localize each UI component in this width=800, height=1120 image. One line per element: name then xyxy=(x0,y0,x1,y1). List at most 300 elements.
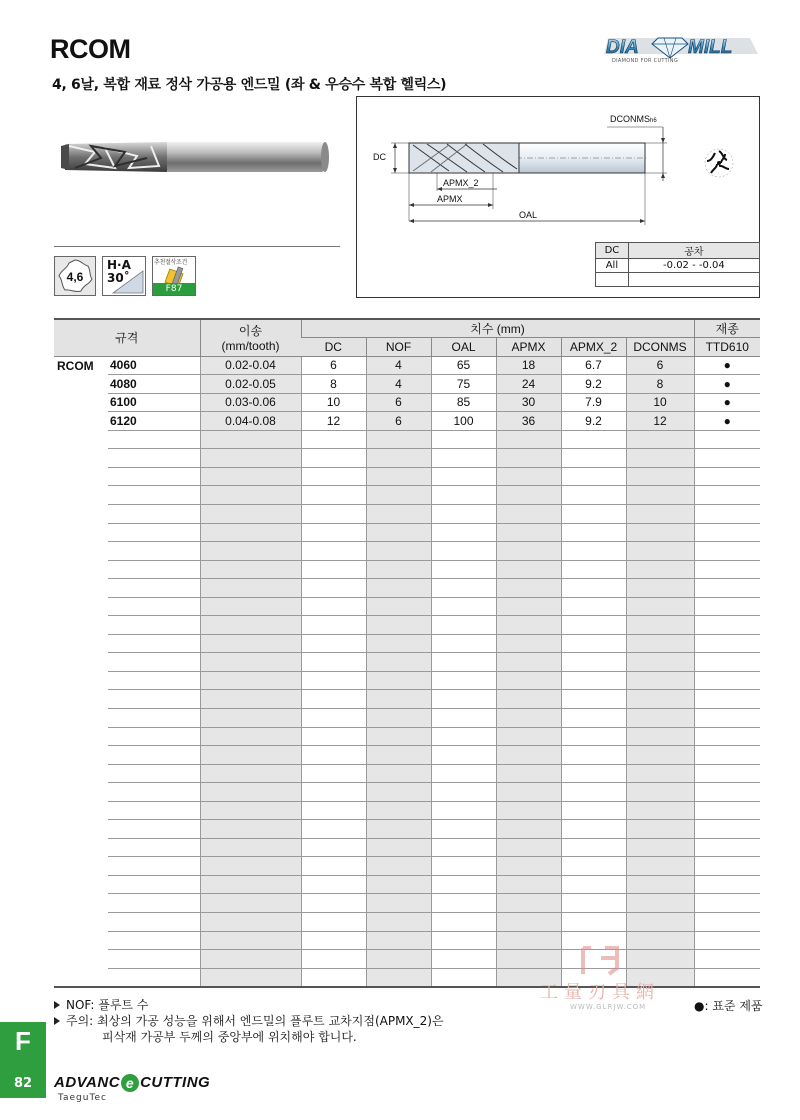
empty-row xyxy=(54,449,760,468)
code-cell xyxy=(108,449,200,468)
apmx-cell xyxy=(496,857,561,876)
stock-cell xyxy=(694,653,760,672)
watermark-text: 工量刃具網 xyxy=(540,982,660,1003)
dc-cell xyxy=(301,671,366,690)
feed-cell xyxy=(200,449,301,468)
table-row xyxy=(54,393,760,412)
recommended-conditions-code: F87 xyxy=(153,283,195,295)
series-cell xyxy=(54,950,108,969)
empty-row xyxy=(54,430,760,449)
header-dimensions: 치수 (mm) xyxy=(301,319,694,338)
code-cell xyxy=(108,708,200,727)
code-cell xyxy=(108,597,200,616)
nof-cell: 6 xyxy=(366,393,431,412)
stock-cell xyxy=(694,579,760,598)
apmx2-cell xyxy=(561,634,626,653)
nof-cell xyxy=(366,727,431,746)
watermark-url: WWW.GLRJW.COM xyxy=(570,1003,647,1011)
apmx-cell xyxy=(496,894,561,913)
nof-cell xyxy=(366,542,431,561)
feed-cell xyxy=(200,708,301,727)
oal-label: OAL xyxy=(519,210,538,220)
code-cell xyxy=(108,838,200,857)
nof-cell xyxy=(366,504,431,523)
series-cell xyxy=(54,820,108,839)
svg-text:DIA: DIA xyxy=(606,37,639,58)
stock-cell: ● xyxy=(694,356,760,375)
code-cell xyxy=(108,579,200,598)
apmx2-cell xyxy=(561,467,626,486)
stock-cell: ● xyxy=(694,375,760,394)
feed-cell xyxy=(200,746,301,765)
helix-angle-icon xyxy=(102,256,146,296)
end-mill-photo xyxy=(55,128,330,188)
nof-cell xyxy=(366,783,431,802)
cross-section-icon xyxy=(55,257,95,295)
nof-cell xyxy=(366,950,431,969)
feed-cell xyxy=(200,597,301,616)
apmx-cell xyxy=(496,616,561,635)
dc-cell xyxy=(301,708,366,727)
note-caution-continued: 피삭재 가공부 두께의 중앙부에 위치해야 합니다. xyxy=(102,1030,357,1044)
stock-cell xyxy=(694,838,760,857)
apmx2-cell xyxy=(561,653,626,672)
apmx2-cell xyxy=(561,783,626,802)
feed-cell xyxy=(200,913,301,932)
empty-row xyxy=(54,653,760,672)
dc-cell: 8 xyxy=(301,375,366,394)
icon-strip-divider xyxy=(54,246,340,247)
feed-cell xyxy=(200,690,301,709)
series-cell xyxy=(54,616,108,635)
series-cell xyxy=(54,412,108,431)
dc-cell xyxy=(301,875,366,894)
oal-cell: 85 xyxy=(431,393,496,412)
apmx-cell xyxy=(496,467,561,486)
dconms-cell xyxy=(626,913,694,932)
apmx2-cell xyxy=(561,560,626,579)
dc-cell xyxy=(301,597,366,616)
stock-cell xyxy=(694,764,760,783)
stock-cell xyxy=(694,801,760,820)
stock-cell xyxy=(694,690,760,709)
section-tab xyxy=(0,1022,46,1098)
feed-cell xyxy=(200,783,301,802)
empty-row xyxy=(54,560,760,579)
apmx-cell xyxy=(496,838,561,857)
nof-cell xyxy=(366,801,431,820)
note-caution xyxy=(54,1013,444,1029)
oal-cell xyxy=(431,708,496,727)
code-cell xyxy=(108,727,200,746)
empty-row xyxy=(54,764,760,783)
apmx-cell xyxy=(496,875,561,894)
stock-cell xyxy=(694,634,760,653)
series-cell xyxy=(54,875,108,894)
apmx2-cell xyxy=(561,671,626,690)
code-cell xyxy=(108,634,200,653)
code-cell: 6120 xyxy=(108,412,200,431)
header-dc: DC xyxy=(301,338,366,357)
feed-cell xyxy=(200,968,301,987)
nof-cell xyxy=(366,875,431,894)
oal-cell: 100 xyxy=(431,412,496,431)
empty-row xyxy=(54,504,760,523)
nof-cell xyxy=(366,968,431,987)
apmx2-cell xyxy=(561,857,626,876)
stock-cell xyxy=(694,820,760,839)
series-cell xyxy=(54,894,108,913)
oal-cell xyxy=(431,950,496,969)
stock-cell xyxy=(694,968,760,987)
nof-cell xyxy=(366,838,431,857)
feed-cell xyxy=(200,486,301,505)
dc-cell xyxy=(301,486,366,505)
header-feed-label: 이송 xyxy=(238,324,263,339)
dc-cell xyxy=(301,857,366,876)
code-cell xyxy=(108,523,200,542)
stock-cell xyxy=(694,913,760,932)
code-cell xyxy=(108,430,200,449)
oal-cell xyxy=(431,727,496,746)
apmx-cell xyxy=(496,653,561,672)
feed-cell xyxy=(200,727,301,746)
feed-cell xyxy=(200,838,301,857)
stock-cell xyxy=(694,931,760,950)
stock-cell xyxy=(694,950,760,969)
apmx2-label: APMX_2 xyxy=(443,178,479,188)
empty-row xyxy=(54,857,760,876)
series-cell xyxy=(54,375,108,394)
dc-cell xyxy=(301,467,366,486)
apmx2-cell xyxy=(561,820,626,839)
series-cell xyxy=(54,467,108,486)
stock-cell xyxy=(694,523,760,542)
dc-cell xyxy=(301,523,366,542)
feed-cell: 0.03-0.06 xyxy=(200,393,301,412)
flute-count-icon xyxy=(54,256,96,296)
apmx-cell xyxy=(496,690,561,709)
series-cell xyxy=(54,913,108,932)
empty-row xyxy=(54,579,760,598)
nof-cell xyxy=(366,616,431,635)
series-cell xyxy=(54,449,108,468)
oal-cell xyxy=(431,857,496,876)
nof-cell: 4 xyxy=(366,356,431,375)
dc-cell xyxy=(301,449,366,468)
feed-cell: 0.02-0.04 xyxy=(200,356,301,375)
logo-subtext: DIAMOND FOR CUTTING xyxy=(612,58,679,64)
apmx2-cell: 9.2 xyxy=(561,375,626,394)
apmx2-cell xyxy=(561,523,626,542)
dc-cell: 10 xyxy=(301,393,366,412)
oal-cell xyxy=(431,931,496,950)
dc-cell xyxy=(301,764,366,783)
page-subtitle: 4, 6날, 복합 재료 정삭 가공용 엔드밀 (좌 & 우승수 복합 헬릭스) xyxy=(52,77,447,93)
table-row xyxy=(54,356,760,375)
dconms-cell xyxy=(626,783,694,802)
note-caution-line1: 주의: 최상의 가공 성능을 위해서 엔드밀의 플루트 교차지점(APMX_2)은 xyxy=(66,1014,444,1028)
empty-row xyxy=(54,616,760,635)
code-cell xyxy=(108,801,200,820)
brand-e-mark: e xyxy=(121,1074,139,1092)
series-cell xyxy=(54,597,108,616)
spec-table-body xyxy=(54,356,760,987)
dconms-cell xyxy=(626,523,694,542)
dc-cell xyxy=(301,616,366,635)
oal-cell xyxy=(431,430,496,449)
code-cell xyxy=(108,467,200,486)
oal-cell xyxy=(431,746,496,765)
oal-cell xyxy=(431,783,496,802)
flute-count-text: 4,6 xyxy=(66,270,84,284)
nof-cell xyxy=(366,857,431,876)
legend-standard: ●: 표준 제품 xyxy=(694,999,763,1013)
dc-cell xyxy=(301,542,366,561)
apmx2-cell xyxy=(561,801,626,820)
header-apmx2: APMX_2 xyxy=(561,338,626,357)
apmx-cell: 30 xyxy=(496,393,561,412)
nof-cell xyxy=(366,671,431,690)
apmx-cell xyxy=(496,671,561,690)
apmx-cell xyxy=(496,486,561,505)
empty-row xyxy=(54,801,760,820)
nof-cell xyxy=(366,931,431,950)
code-cell xyxy=(108,783,200,802)
series-cell xyxy=(54,542,108,561)
tolerance-cell-empty xyxy=(628,273,759,287)
series-cell: RCOM xyxy=(57,358,94,373)
dc-cell xyxy=(301,801,366,820)
stock-cell xyxy=(694,430,760,449)
feed-cell xyxy=(200,467,301,486)
dconms-cell xyxy=(626,634,694,653)
tolerance-table xyxy=(595,242,760,287)
apmx-cell xyxy=(496,597,561,616)
nof-cell xyxy=(366,486,431,505)
stock-cell xyxy=(694,449,760,468)
code-cell xyxy=(108,968,200,987)
dconms-cell xyxy=(626,653,694,672)
nof-cell xyxy=(366,708,431,727)
apmx-label: APMX xyxy=(437,194,463,204)
tolerance-cell-value: -0.02 - -0.04 xyxy=(628,259,759,273)
stock-cell xyxy=(694,671,760,690)
code-cell xyxy=(108,875,200,894)
oal-cell xyxy=(431,560,496,579)
note-nof xyxy=(54,997,444,1013)
apmx2-cell xyxy=(561,486,626,505)
oal-cell xyxy=(431,690,496,709)
oal-cell xyxy=(431,913,496,932)
svg-text:MILL: MILL xyxy=(688,37,733,58)
series-cell xyxy=(54,486,108,505)
nof-cell xyxy=(366,746,431,765)
dc-cell: 6 xyxy=(301,356,366,375)
series-cell xyxy=(54,968,108,987)
oal-cell xyxy=(431,894,496,913)
header-grade: TTD610 xyxy=(694,338,760,357)
notes xyxy=(54,997,444,1045)
apmx2-cell: 6.7 xyxy=(561,356,626,375)
series-cell xyxy=(54,708,108,727)
nof-cell xyxy=(366,467,431,486)
dc-cell xyxy=(301,838,366,857)
empty-row xyxy=(54,467,760,486)
code-cell xyxy=(108,486,200,505)
feed-cell xyxy=(200,875,301,894)
nof-cell xyxy=(366,430,431,449)
apmx2-cell xyxy=(561,894,626,913)
stock-cell xyxy=(694,746,760,765)
dc-cell xyxy=(301,634,366,653)
header-feed xyxy=(200,319,301,356)
oal-cell xyxy=(431,653,496,672)
empty-row xyxy=(54,542,760,561)
table-row xyxy=(54,375,760,394)
apmx2-cell xyxy=(561,913,626,932)
dc-cell xyxy=(301,579,366,598)
empty-row xyxy=(54,875,760,894)
recommended-conditions-label: 추천절삭조건 xyxy=(154,259,187,266)
dc-cell xyxy=(301,913,366,932)
bullet-triangle-icon xyxy=(54,1017,60,1025)
feed-cell xyxy=(200,579,301,598)
dconms-cell xyxy=(626,764,694,783)
series-cell xyxy=(54,746,108,765)
empty-row xyxy=(54,634,760,653)
code-cell xyxy=(108,913,200,932)
page-title: RCOM xyxy=(50,34,131,64)
dconms-tolerance-sub: h6 xyxy=(650,118,657,124)
apmx-cell xyxy=(496,560,561,579)
dc-cell xyxy=(301,783,366,802)
apmx2-cell xyxy=(561,579,626,598)
nof-cell xyxy=(366,449,431,468)
apmx-cell xyxy=(496,523,561,542)
stock-cell: ● xyxy=(694,412,760,431)
code-cell xyxy=(108,616,200,635)
series-cell xyxy=(54,634,108,653)
nof-cell xyxy=(366,653,431,672)
stock-cell xyxy=(694,708,760,727)
apmx-cell xyxy=(496,783,561,802)
nof-cell xyxy=(366,523,431,542)
oal-cell xyxy=(431,671,496,690)
apmx-cell xyxy=(496,913,561,932)
oal-cell xyxy=(431,820,496,839)
code-cell: 4080 xyxy=(108,375,200,394)
apmx-cell xyxy=(496,801,561,820)
feed-cell xyxy=(200,950,301,969)
empty-row xyxy=(54,913,760,932)
tolerance-cell-dc: All xyxy=(596,259,629,273)
nof-cell xyxy=(366,560,431,579)
apmx-cell: 24 xyxy=(496,375,561,394)
series-cell xyxy=(54,430,108,449)
apmx2-cell: 7.9 xyxy=(561,393,626,412)
dconms-cell xyxy=(626,857,694,876)
helix-angle-value: 30˚ xyxy=(107,271,130,285)
header-material: 재종 xyxy=(694,319,760,338)
dc-cell xyxy=(301,430,366,449)
oal-cell xyxy=(431,504,496,523)
oal-cell xyxy=(431,542,496,561)
apmx2-cell: 9.2 xyxy=(561,412,626,431)
stock-cell xyxy=(694,597,760,616)
feed-cell: 0.04-0.08 xyxy=(200,412,301,431)
dconms-cell xyxy=(626,467,694,486)
dconms-cell xyxy=(626,671,694,690)
apmx-cell xyxy=(496,504,561,523)
feed-cell xyxy=(200,894,301,913)
code-cell xyxy=(108,820,200,839)
header-dconms: DCONMS xyxy=(626,338,694,357)
dconms-cell xyxy=(626,504,694,523)
oal-cell xyxy=(431,875,496,894)
dconms-cell xyxy=(626,727,694,746)
dc-cell xyxy=(301,968,366,987)
feed-cell xyxy=(200,523,301,542)
apmx2-cell xyxy=(561,542,626,561)
nof-cell: 4 xyxy=(366,375,431,394)
empty-row xyxy=(54,894,760,913)
feed-cell xyxy=(200,764,301,783)
oal-cell xyxy=(431,579,496,598)
stock-cell: ● xyxy=(694,393,760,412)
series-cell xyxy=(54,523,108,542)
dc-label: DC xyxy=(373,152,386,162)
series-cell xyxy=(54,783,108,802)
dconms-cell xyxy=(626,801,694,820)
code-cell xyxy=(108,671,200,690)
apmx2-cell xyxy=(561,727,626,746)
apmx-cell xyxy=(496,764,561,783)
dconms-cell xyxy=(626,579,694,598)
brand-left: ADVANC xyxy=(54,1074,121,1091)
stock-cell xyxy=(694,894,760,913)
apmx2-cell xyxy=(561,504,626,523)
series-cell xyxy=(54,838,108,857)
code-cell xyxy=(108,950,200,969)
apmx2-cell xyxy=(561,449,626,468)
dconms-cell xyxy=(626,542,694,561)
page-number: 82 xyxy=(13,1076,33,1091)
series-cell xyxy=(54,504,108,523)
series-cell xyxy=(54,653,108,672)
code-cell xyxy=(108,560,200,579)
stock-cell xyxy=(694,542,760,561)
code-cell xyxy=(108,653,200,672)
code-cell xyxy=(108,894,200,913)
feed-cell xyxy=(200,671,301,690)
oal-cell xyxy=(431,449,496,468)
feed-cell xyxy=(200,820,301,839)
apmx-cell xyxy=(496,727,561,746)
feed-cell xyxy=(200,801,301,820)
oal-cell xyxy=(431,616,496,635)
empty-row xyxy=(54,523,760,542)
nof-cell xyxy=(366,634,431,653)
apmx-cell xyxy=(496,634,561,653)
apmx2-cell xyxy=(561,690,626,709)
empty-row xyxy=(54,486,760,505)
empty-row xyxy=(54,708,760,727)
note-nof-text: NOF: 플루트 수 xyxy=(66,998,149,1012)
code-cell xyxy=(108,746,200,765)
feed-cell xyxy=(200,857,301,876)
dconms-cell xyxy=(626,449,694,468)
